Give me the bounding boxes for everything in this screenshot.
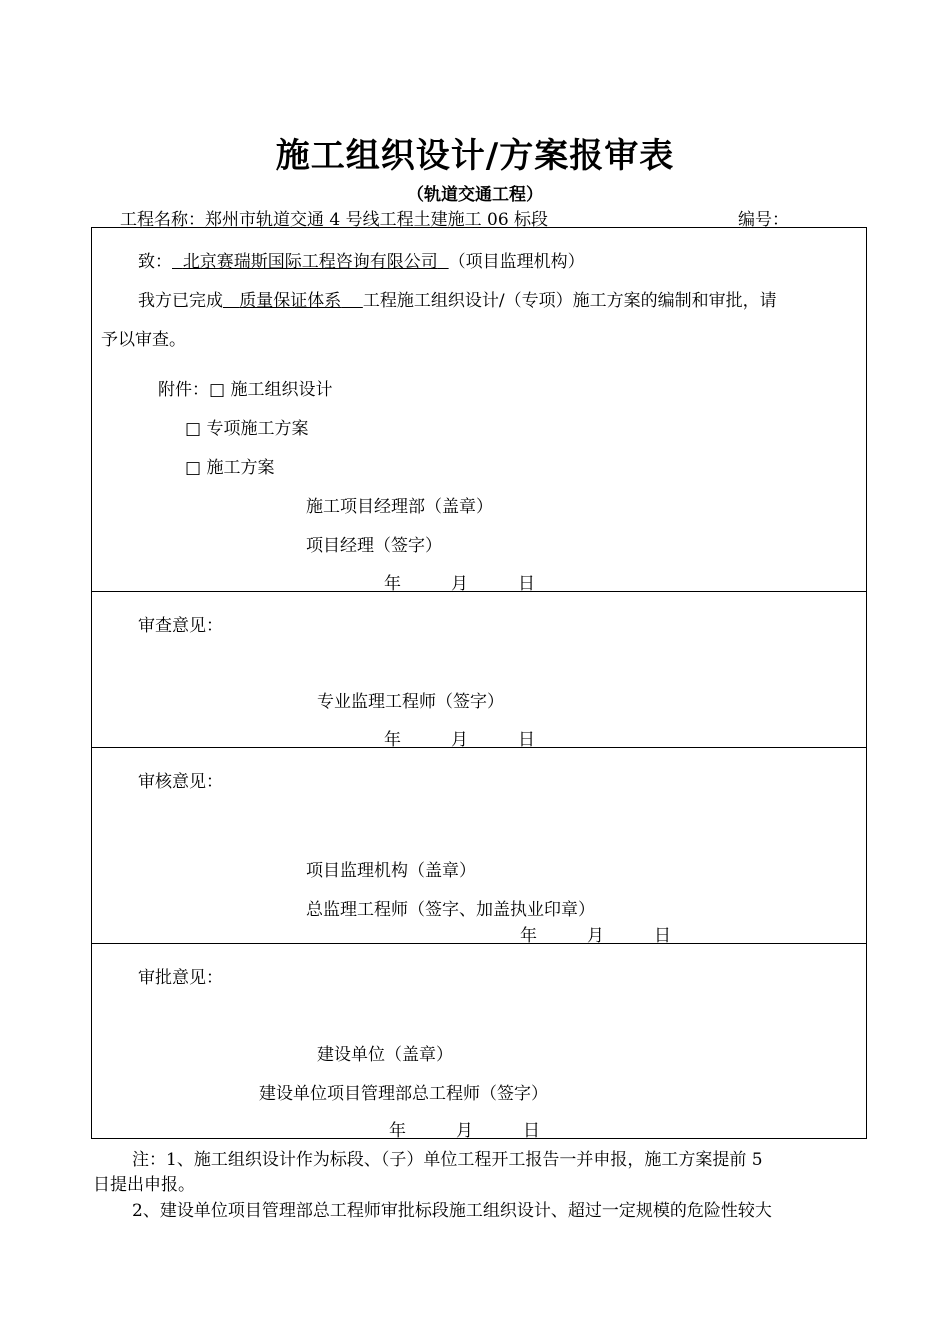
approval-section xyxy=(91,943,867,1139)
form-number-label: 编号： xyxy=(738,210,789,230)
year-label: 年 xyxy=(384,730,401,750)
note-2-line-1: 2、建设单位项目管理部总工程师审批标段施工组织设计、超过一定规模的危险性较大 xyxy=(132,1201,772,1221)
owner-engineer-signature-label: 建设单位项目管理部总工程师（签字） xyxy=(259,1084,548,1104)
year-label: 年 xyxy=(520,926,537,946)
review-heading: 审查意见： xyxy=(138,616,223,636)
attachment-option-1[interactable]: 附件：□ 施工组织设计 xyxy=(158,380,333,400)
statement-subject: 质量保证体系 xyxy=(239,291,342,311)
supervision-org-seal-label: 项目监理机构（盖章） xyxy=(306,861,476,881)
contractor-seal-label: 施工项目经理部（盖章） xyxy=(306,497,493,517)
month-label: 月 xyxy=(456,1121,473,1141)
submission-section xyxy=(91,227,867,592)
year-label: 年 xyxy=(389,1121,406,1141)
review-section xyxy=(91,591,867,748)
supervisor-signature-label: 专业监理工程师（签字） xyxy=(317,692,504,712)
chief-supervisor-signature-label: 总监理工程师（签字、加盖执业印章） xyxy=(306,900,595,920)
addressee-org: 北京赛瑞斯国际工程咨询有限公司 xyxy=(182,252,438,272)
year-label: 年 xyxy=(384,574,401,594)
note-1-line-2: 日提出申报。 xyxy=(93,1175,195,1195)
approval-heading: 审批意见： xyxy=(138,968,223,988)
form-subtitle: （轨道交通工程） xyxy=(407,185,543,205)
addressee-line xyxy=(138,247,585,272)
attachment-option-2[interactable]: □ 专项施工方案 xyxy=(185,419,309,439)
form-title: 施工组织设计/方案报审表 xyxy=(275,136,675,176)
audit-section xyxy=(91,747,867,944)
attachment-option-3[interactable]: □ 施工方案 xyxy=(185,458,275,478)
month-label: 月 xyxy=(451,730,468,750)
addressee-suffix: （项目监理机构） xyxy=(448,252,585,272)
manager-signature-label: 项目经理（签字） xyxy=(306,536,442,556)
owner-seal-label: 建设单位（盖章） xyxy=(317,1045,453,1065)
project-name: 工程名称：郑州市轨道交通 4 号线工程土建施工 06 标段 xyxy=(120,210,549,230)
day-label: 日 xyxy=(518,730,535,750)
month-label: 月 xyxy=(451,574,468,594)
statement-line-2: 予以审查。 xyxy=(101,330,186,350)
addressee-prefix: 致： xyxy=(138,252,172,272)
day-label: 日 xyxy=(518,574,535,594)
statement-prefix: 我方已完成 xyxy=(138,291,223,311)
note-1-line-1: 注：1、施工组织设计作为标段、（子）单位工程开工报告一并申报，施工方案提前 5 xyxy=(132,1150,763,1170)
statement-line xyxy=(138,286,777,311)
day-label: 日 xyxy=(654,926,671,946)
month-label: 月 xyxy=(587,926,604,946)
audit-heading: 审核意见： xyxy=(138,772,223,792)
day-label: 日 xyxy=(523,1121,540,1141)
date-line xyxy=(389,1116,540,1141)
statement-suffix: 工程施工组织设计/（专项）施工方案的编制和审批，请 xyxy=(362,291,777,311)
